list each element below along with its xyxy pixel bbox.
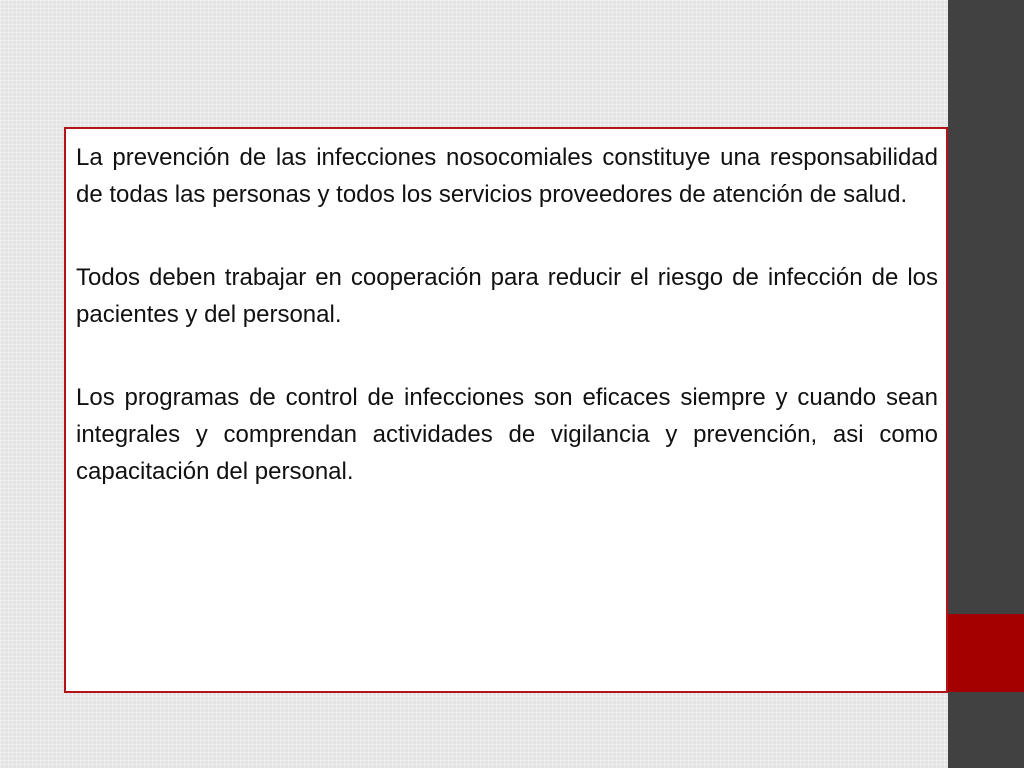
- paragraph-cooperation: Todos deben trabajar en cooperación para reducir el riesgo de infección de los pacientes y del personal.: [76, 264, 938, 328]
- text-area: [76, 139, 938, 536]
- paragraph-programs: Los programas de control de infecciones son eficaces siempre y cuando sean integrales y comprendan actividades de vigilancia y prevención, asi como capacitación del personal.: [76, 384, 938, 485]
- content-box: [64, 127, 948, 693]
- side-accent-block: [948, 614, 1024, 692]
- paragraph-prevention: La prevención de las infecciones nosocomiales constituye una responsabilidad de todas las personas y todos los servicios proveedores de atención de salud.: [76, 144, 938, 208]
